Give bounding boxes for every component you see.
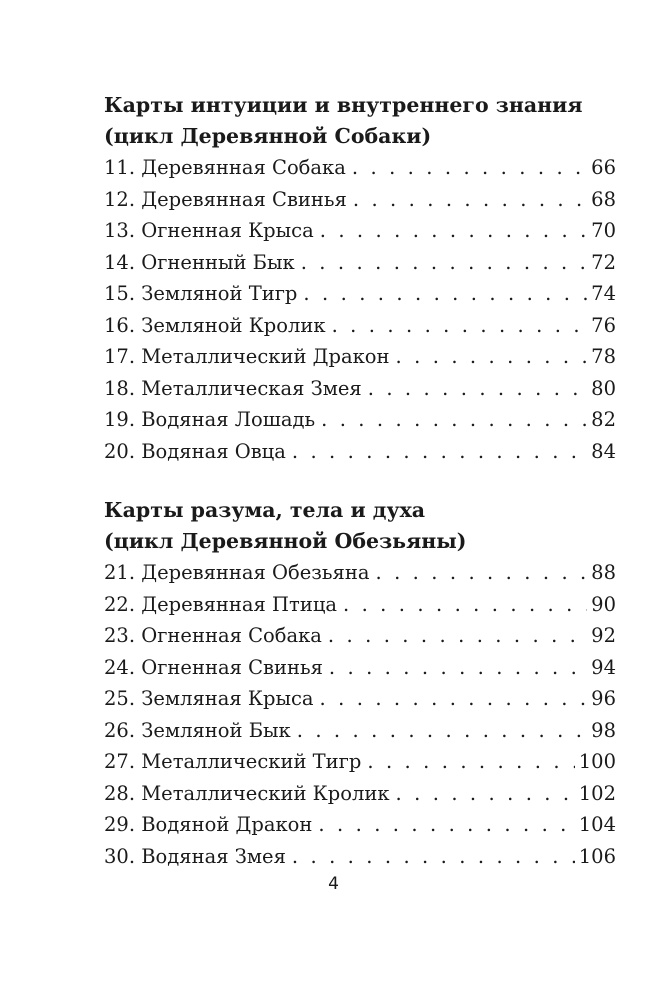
toc-entry[interactable] [104, 278, 616, 310]
toc-entry[interactable] [104, 620, 616, 652]
toc-entry-label: 25. Земляная Крыса [104, 687, 314, 710]
dot-leader [297, 715, 587, 747]
toc-entry-label: 16. Земляной Кролик [104, 313, 326, 337]
dot-leader [353, 184, 587, 216]
toc-entry-page: 80 [591, 376, 616, 400]
toc-section-wooden-dog [104, 90, 616, 467]
toc-entry-page: 68 [591, 187, 616, 211]
toc-entry-label: 13. Огненная Крыса [104, 219, 314, 242]
toc-entry-page: 84 [591, 439, 616, 463]
section-title-line: (цикл Деревянной Обезьяны) [104, 529, 467, 553]
dot-leader [396, 778, 575, 810]
toc-entry-page: 66 [591, 156, 616, 179]
toc-entry-label: 17. Металлический Дракон [104, 345, 390, 368]
toc-entry[interactable] [104, 215, 616, 247]
toc-entry-page: 70 [591, 219, 616, 242]
dot-leader [343, 589, 587, 621]
toc-entry-label: 21. Деревянная Обезьяна [104, 561, 370, 584]
toc-entry-label: 19. Водяная Лошадь [104, 408, 316, 431]
toc-entry-label: 14. Огненный Бык [104, 250, 295, 274]
toc-entry-page: 82 [591, 408, 616, 431]
toc-entry[interactable] [104, 589, 616, 621]
toc-entry[interactable] [104, 683, 616, 715]
dot-leader [367, 746, 574, 778]
toc-entry-page: 72 [591, 250, 616, 274]
dot-leader [301, 247, 587, 279]
dot-leader [318, 809, 574, 841]
dot-leader [320, 683, 588, 715]
toc-entry-page: 98 [591, 718, 616, 742]
toc-entry-page: 104 [578, 813, 616, 836]
dot-leader [321, 404, 587, 436]
toc-entry-label: 18. Металлическая Змея [104, 376, 362, 400]
dot-leader [329, 652, 587, 684]
toc-entry-page: 94 [591, 655, 616, 679]
toc-entry[interactable] [104, 715, 616, 747]
dot-leader [303, 278, 587, 310]
section-title-line: Карты разума, тела и духа [104, 498, 426, 522]
toc-entry[interactable] [104, 152, 616, 184]
dot-leader [328, 620, 587, 652]
toc-entry[interactable] [104, 341, 616, 373]
toc-entry-label: 12. Деревянная Свинья [104, 187, 347, 211]
toc-entry-label: 26. Земляной Бык [104, 718, 291, 742]
toc-entry-page: 102 [578, 781, 616, 805]
section-title [104, 495, 616, 557]
section-title-line: (цикл Деревянной Собаки) [104, 124, 432, 148]
page-number: 4 [328, 874, 339, 894]
dot-leader [320, 215, 587, 247]
toc-entry[interactable] [104, 247, 616, 279]
toc-entry[interactable] [104, 436, 616, 468]
dot-leader [368, 373, 587, 405]
toc-entry-label: 15. Земляной Тигр [104, 282, 298, 305]
dot-leader [396, 341, 588, 373]
toc-entry-label: 27. Металлический Тигр [104, 750, 362, 773]
toc-entry-label: 22. Деревянная Птица [104, 592, 337, 616]
toc-entry-label: 30. Водяная Змея [104, 844, 286, 868]
toc-entry-page: 96 [591, 687, 616, 710]
toc-entry-label: 28. Металлический Кролик [104, 781, 390, 805]
dot-leader [332, 310, 588, 342]
toc-entry-label: 11. Деревянная Собака [104, 156, 346, 179]
toc-section-wooden-monkey [104, 495, 616, 872]
toc-entry[interactable] [104, 652, 616, 684]
dot-leader [292, 436, 587, 468]
toc-entry[interactable] [104, 404, 616, 436]
toc-entry-page: 78 [591, 345, 616, 368]
toc-entry-page: 88 [591, 561, 616, 584]
toc-entry[interactable] [104, 373, 616, 405]
toc-entry[interactable] [104, 310, 616, 342]
dot-leader [375, 557, 587, 589]
toc-entry-page: 100 [578, 750, 616, 773]
dot-leader [292, 841, 575, 873]
table-of-contents [104, 90, 616, 900]
dot-leader [352, 152, 587, 184]
toc-entry-label: 29. Водяной Дракон [104, 813, 313, 836]
toc-entry-label: 23. Огненная Собака [104, 624, 322, 647]
toc-entry-page: 106 [578, 844, 616, 868]
toc-entry[interactable] [104, 778, 616, 810]
toc-entry[interactable] [104, 557, 616, 589]
toc-entry-page: 74 [591, 282, 616, 305]
toc-entry-page: 92 [591, 624, 616, 647]
toc-entry[interactable] [104, 841, 616, 873]
toc-entry[interactable] [104, 746, 616, 778]
toc-entry[interactable] [104, 184, 616, 216]
toc-entry-page: 76 [591, 313, 616, 337]
toc-entry[interactable] [104, 809, 616, 841]
toc-entry-page: 90 [591, 592, 616, 616]
section-title-line: Карты интуиции и внутреннего знания [104, 93, 583, 117]
toc-entry-label: 24. Огненная Свинья [104, 655, 323, 679]
section-title [104, 90, 616, 152]
toc-entry-label: 20. Водяная Овца [104, 439, 286, 463]
